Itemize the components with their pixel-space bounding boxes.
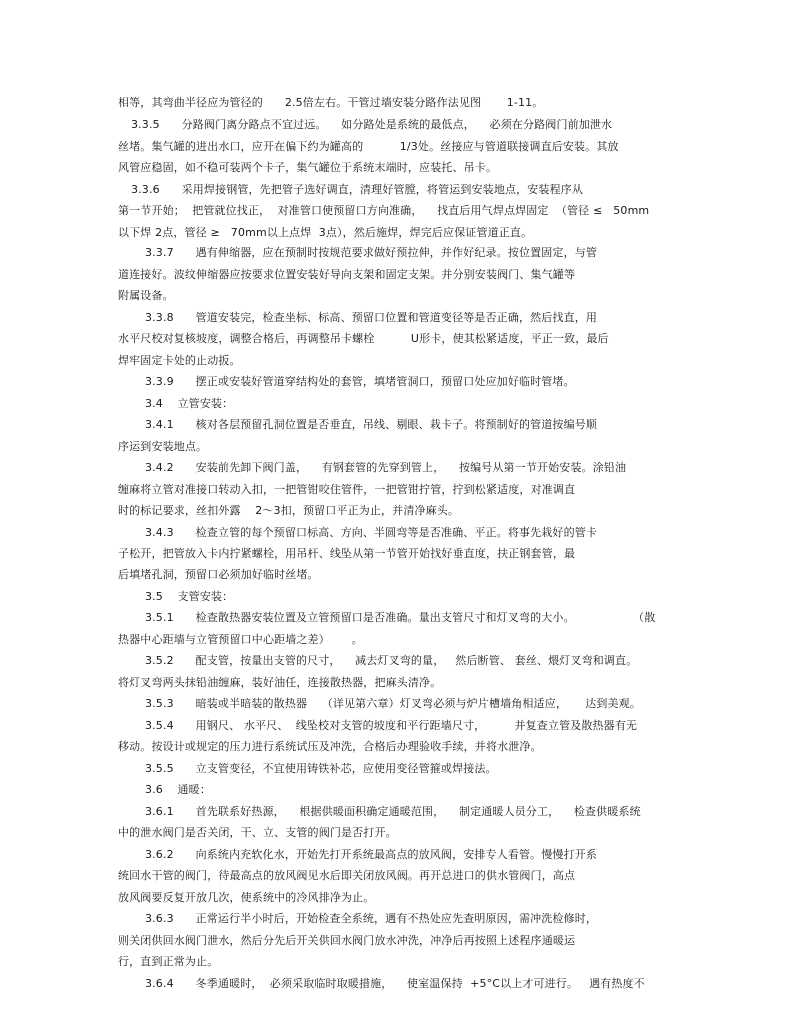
text-line-34: 3.6.1 首先联系好热源， 根据供暖面积确定通暖范围， 制定通暖人员分工， 检查供暖系统 bbox=[145, 805, 641, 818]
text-line-11: 3.3.8 管道安装完，检查坐标、标高、预留口位置和管道变径等是否正确，然后找直，用 bbox=[145, 311, 598, 324]
text-line-13: 焊牢固定卡处的止动扳。 bbox=[118, 354, 241, 367]
text-line-19: 缠麻将立管对准接口转动入扣，一把管钳咬住管件，一把管钳拧管，拧到松紧适度，对准调直 bbox=[118, 483, 576, 496]
text-line-18: 3.4.2 安装前先卸下阀门盖， 有钢套管的先穿到管上， 按编号从第一节开始安装。涂铅油 bbox=[145, 461, 627, 474]
text-line-15: 3.4 立管安装： bbox=[145, 397, 234, 410]
text-line-9: 道连接好。波纹伸缩器应按要求位置安装好导向支架和固定支架。并分别安装阀门、集气罐等 bbox=[118, 268, 576, 281]
text-line-24: 3.5 支管安装： bbox=[145, 590, 234, 603]
text-line-23: 后填堵孔洞，预留口必须加好临时丝堵。 bbox=[118, 568, 319, 581]
text-line-39: 3.6.3 正常运行半小时后，开始检查全系统，遇有不热处应先查明原因，需冲洗检修时， bbox=[145, 912, 598, 925]
text-line-26: 热器中心距墙与立管预留口中心距墙之差） 。 bbox=[118, 633, 363, 646]
text-line-12: 水平尺校对复核坡度，调整合格后，再调整吊卡螺栓 U形卡，使其松紧适度，平正一致，最后 bbox=[118, 332, 609, 345]
text-line-7: 以下焊 2点，管径 ≥ 70mm以上点焊 3点），然后施焊，焊完后应保证管道正直。 bbox=[118, 226, 533, 239]
text-line-3: 丝堵。集气罐的进出水口，应开在偏下约为罐高的 1/3处。丝接应与管道联接调直后安装。其放 bbox=[118, 140, 619, 153]
text-line-30: 3.5.4 用钢尺、 水平尺、 线坠校对支管的坡度和平行距墙尺寸， 并复查立管及散热器有无 bbox=[145, 719, 638, 732]
text-line-35: 中的泄水阀门是否关闭，干、立、支管的阀门是否打开。 bbox=[118, 826, 397, 839]
text-line-6: 第一节开始； 把管就位找正， 对准管口使预留口方向准确， 找直后用气焊点焊固定 （管径 ≤ 50mm bbox=[118, 204, 650, 217]
text-line-31: 移动。按设计或规定的压力进行系统试压及冲洗，合格后办理验收手续，并将水泄净。 bbox=[118, 740, 542, 753]
text-line-10: 附属设备。 bbox=[118, 289, 174, 302]
text-line-22: 子松开，把管放入卡内拧紧螺栓，用吊杆、线坠从第一节管开始找好垂直度，扶正钢套管，最 bbox=[118, 547, 576, 560]
text-line-32: 3.5.5 立支管变径，不宜使用铸铁补芯，应使用变径管箍或焊接法。 bbox=[145, 762, 497, 775]
text-line-17: 序运到安装地点。 bbox=[118, 440, 208, 453]
text-line-25: 3.5.1 检查散热器安装位置及立管预留口是否准确。量出支管尺寸和灯叉弯的大小。 （散 bbox=[145, 611, 656, 624]
text-line-2: 3.3.5 分路阀门离分路点不宜过远。 如分路处是系统的最低点， 必须在分路阀门前加泄水 bbox=[131, 118, 613, 131]
text-line-41: 行，直到正常为止。 bbox=[118, 955, 219, 968]
text-line-4: 风管应稳固，如不稳可装两个卡子，集气罐位于系统末端时，应装托、吊卡。 bbox=[118, 161, 498, 174]
text-line-28: 将灯叉弯两头抹铅油缠麻，装好油任，连接散热器，把麻头清净。 bbox=[118, 676, 442, 689]
text-line-38: 放风阀要反复开放几次，使系统中的冷风排净为止。 bbox=[118, 891, 375, 904]
text-line-42: 3.6.4 冬季通暖时， 必须采取临时取暖措施， 使室温保持 +5°C以上才可进行。 遇有热度不 bbox=[145, 977, 645, 990]
text-line-5: 3.3.6 采用焊接钢管，先把管子选好调直，清理好管膛，将管运到安装地点，安装程序从 bbox=[131, 183, 584, 196]
text-line-40: 则关闭供回水阀门泄水，然后分先后开关供回水阀门放水冲洗，冲净后再按照上述程序通暖运 bbox=[118, 934, 576, 947]
text-line-8: 3.3.7 遇有伸缩器，应在预制时按规范要求做好预拉伸，并作好纪录。按位置固定，与管 bbox=[145, 246, 598, 259]
text-line-36: 3.6.2 向系统内充软化水，开始先打开系统最高点的放风阀，安排专人看管。慢慢打开系 bbox=[145, 848, 598, 861]
text-line-29: 3.5.3 暗装或半暗装的散热器 （详见第六章）灯叉弯必须与炉片槽墙角相适应， 达到美观。 bbox=[145, 697, 641, 710]
text-line-37: 统回水干管的阀门，待最高点的放风阀见水后即关闭放风阀。再开总进口的供水管阀门，高点 bbox=[118, 869, 576, 882]
text-line-33: 3.6 通暖： bbox=[145, 783, 211, 796]
text-line-21: 3.4.3 检查立管的每个预留口标高、方向、半圆弯等是否准确、平正。将事先栽好的管卡 bbox=[145, 526, 598, 539]
text-line-1: 相等，其弯曲半径应为管径的 2.5倍左右。干管过墙安装分路作法见图 1-11。 bbox=[118, 96, 544, 109]
text-line-16: 3.4.1 核对各层预留孔洞位置是否垂直，吊线、剔眼、栽卡子。将预制好的管道按编号顺 bbox=[145, 418, 598, 431]
text-line-14: 3.3.9 摆正或安装好管道穿结构处的套管，填堵管洞口，预留口处应加好临时管堵。 bbox=[145, 375, 575, 388]
text-line-27: 3.5.2 配支管，按量出支管的尺寸， 减去灯叉弯的量， 然后断管、 套丝、煨灯叉弯和调直。 bbox=[145, 654, 638, 667]
text-line-20: 时的标记要求，丝扣外露 2～3扣，预留口平正为止，并清净麻头。 bbox=[118, 504, 460, 517]
